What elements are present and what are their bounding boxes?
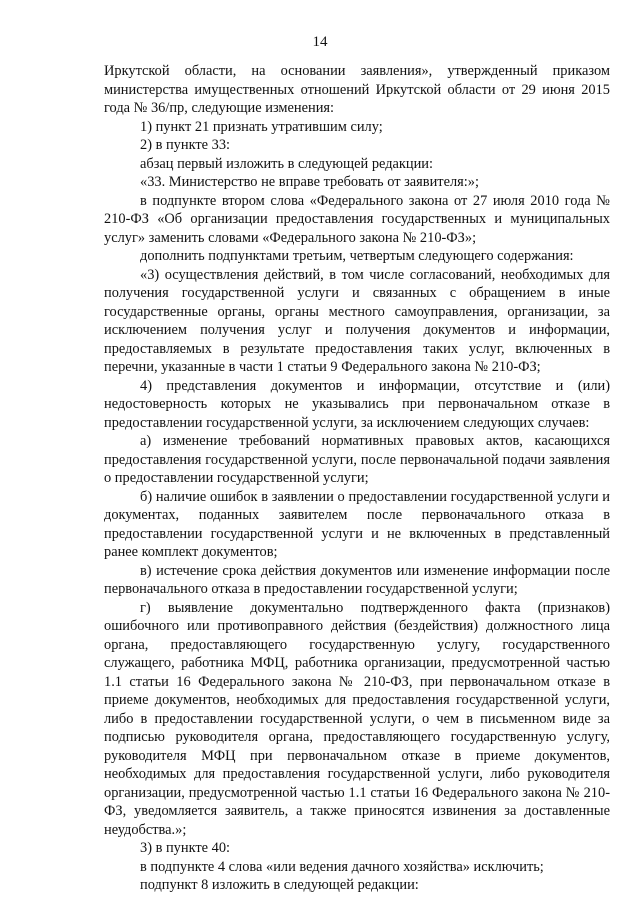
paragraph: в подпункте 4 слова «или ведения дачного хозяйства» исключить; [140, 858, 544, 875]
paragraph: «33. Министерство не вправе требовать от заявителя:»; [140, 174, 479, 190]
paragraph: дополнить подпунктами третьим, четвертым следующего содержания: [140, 248, 574, 264]
paragraph: а) изменение требований нормативных правовых актов, касающихся предоставления государственной услуги, после первоначальной подачи заявления о предоставлении государственной услуги; [104, 433, 610, 486]
page-number: 14 [312, 34, 328, 50]
paragraph: г) выявление документально подтвержденного факта (признаков) ошибочного или противоправного действия (бездействия) должностного лица органа, предоставляющего государственную услугу, государственного служащего, работника МФЦ, работника организации, предусмотренной частью 1.1 статьи 16 Федерального закона № 210-ФЗ, при первоначальном отказе в приеме документов, необходимых для предоставления государственной услуги, либо в предоставлении государственной услуги, о чем в письменном виде за подписью руководителя органа, предоставляющего государственную услугу, руководителя МФЦ при первоначальном отказе в приеме документов, необходимых для предоставления государственной услуги, либо руководителя организации, предусмотренной частью 1.1 статьи 16 Федерального закона № 210-ФЗ, уведомляется заявитель, а также приносятся извинения за доставленные неудобства.»; [104, 599, 610, 838]
paragraph: б) наличие ошибок в заявлении о предоставлении государственной услуги и документах, поданных заявителем после первоначального отказа в предоставлении государственной услуги и не включенных в представленный ранее комплект документов; [104, 488, 610, 560]
paragraph: в подпункте втором слова «Федерального закона от 27 июля 2010 года № 210-ФЗ «Об организации предоставления государственных и муниципальных услуг» заменить словами «Федерального закона № 210-ФЗ»; [104, 192, 610, 246]
paragraph: 2) в пункте 33: [140, 137, 231, 153]
document-body [104, 62, 610, 895]
paragraph: Иркутской области, на основании заявления», утвержденный приказом министерства имущественных отношений Иркутской области от 29 июня 2015 года № 36/пр, следующие изменения: [104, 63, 610, 116]
paragraph: абзац первый изложить в следующей редакции: [140, 155, 434, 172]
paragraph: 1) пункт 21 признать утратившим силу; [140, 118, 383, 135]
paragraph: подпункт 8 изложить в следующей редакции: [140, 877, 419, 893]
paragraph: 4) представления документов и информации, отсутствие и (или) недостоверность которых не указывались при первоначальном отказе в предоставлении государственной услуги, за исключением следующих случаев: [104, 377, 610, 431]
paragraph: в) истечение срока действия документов или изменение информации после первоначального отказа в предоставлении государственной услуги; [104, 562, 610, 597]
paragraph: 3) в пункте 40: [140, 840, 231, 856]
paragraph: «3) осуществления действий, в том числе согласований, необходимых для получения государственной услуги и связанных с обращением в иные государственные органы, органы местного самоуправления, организации, за исключением получения услуг и получения документов и информации, предоставляемых в результате предоставления таких услуг, включенных в перечни, указанные в части 1 статьи 9 Федерального закона № 210-ФЗ; [104, 266, 610, 375]
